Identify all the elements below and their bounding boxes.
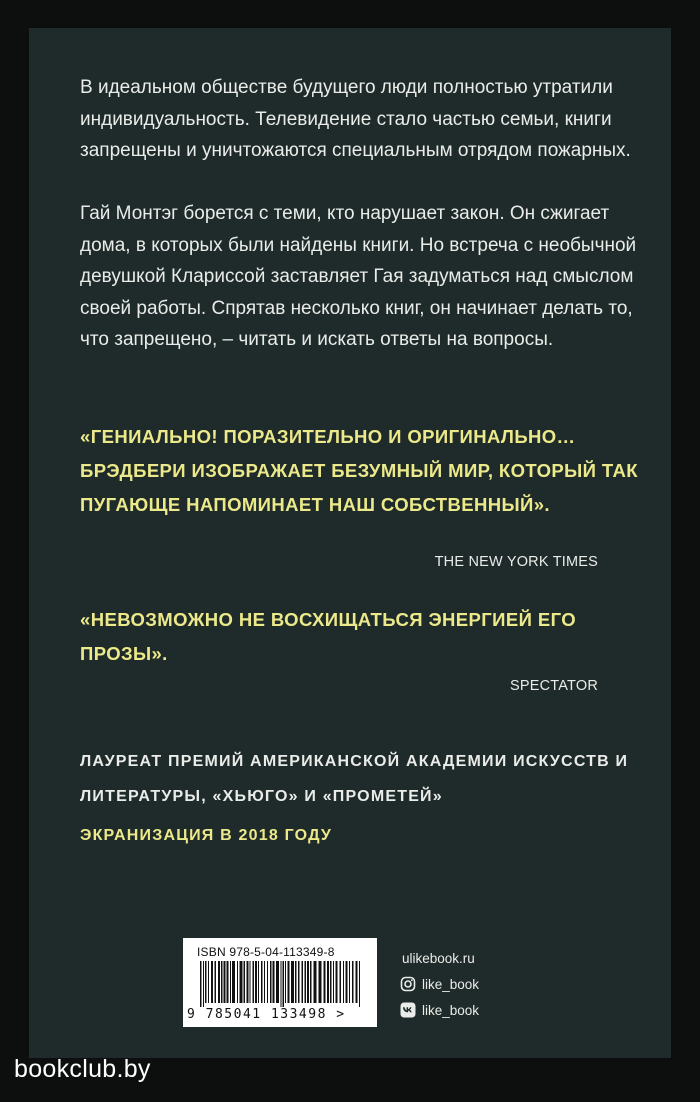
description-paragraph-1: В идеальном обществе будущего люди полностью утратили индивидуальность. Телевидение стало частью семьи, книги запрещены и уничтожаются специальным отрядом пожарных. [80, 77, 631, 161]
barcode-bar [349, 961, 350, 1003]
barcode-bar [232, 961, 235, 1003]
barcode-bar [281, 961, 282, 1007]
barcode-bar [305, 961, 307, 1003]
barcode-bar [340, 961, 342, 1003]
barcode-bar [356, 961, 358, 1003]
barcode-bar [261, 961, 263, 1003]
watermark-text: bookclub.by [14, 1055, 151, 1083]
description-paragraph-2: Гай Монтэг борется с теми, кто нарушает закон. Он сжигает дома, в которых были найдены книги. Но встреча с необычной девушкой Клариссой заставляет Гая задуматься над смыслом своей работы. Спрятав несколько книг, он начинает делать то, что запрещено, – читать и искать ответы на вопросы. [80, 203, 637, 350]
barcode-bar [346, 961, 348, 1003]
barcode-bar [327, 961, 329, 1003]
instagram-text: like_book [422, 976, 480, 992]
barcode-bar [295, 961, 297, 1003]
barcode-bar [250, 961, 251, 1003]
isbn-label: ISBN 978-5-04-113349-8 [197, 945, 335, 959]
instagram-icon [400, 976, 416, 992]
barcode-bar [319, 961, 322, 1003]
barcode-bar [285, 961, 286, 1003]
barcode-bar [215, 961, 217, 1003]
quote-source-nyt: THE NEW YORK TIMES [434, 554, 598, 570]
barcode-bar [240, 961, 243, 1003]
barcode-bar [227, 961, 229, 1003]
barcode-bar [221, 961, 223, 1003]
barcode-bar [307, 961, 309, 1003]
barcode-bar [298, 961, 300, 1003]
barcode-bar [200, 961, 202, 1007]
barcode-bar [211, 961, 213, 1003]
barcode-bar [203, 961, 204, 1007]
quote-spectator: «НЕВОЗМОЖНО НЕ ВОСХИЩАТЬСЯ ЭНЕРГИЕЙ ЕГО ПРОЗЫ». [80, 609, 577, 664]
barcode-bar [324, 961, 326, 1003]
barcode-bar [336, 961, 338, 1003]
barcode-bar [352, 961, 354, 1003]
quote-nyt: «ГЕНИАЛЬНО! ПОРАЗИТЕЛЬНО И ОРИГИНАЛЬНО… БРЭДБЕРИ ИЗОБРАЖАЕТ БЕЗУМНЫЙ МИР, КОТОРЫЙ ТАК ПУГАЮЩЕ НАПОМИНАЕТ НАШ СОБСТВЕННЫЙ». [80, 426, 638, 515]
book-back-cover [29, 28, 671, 1058]
barcode-bar [224, 961, 226, 1003]
barcode-bar [288, 961, 290, 1003]
barcode-bar [273, 961, 275, 1003]
website-link[interactable] [400, 945, 479, 971]
barcode-digits: 9 785041 133498 > [187, 1007, 346, 1022]
vk-icon [400, 1002, 416, 1018]
barcode-bar [253, 961, 255, 1003]
film-adaptation-text: ЭКРАНИЗАЦИЯ В 2018 ГОДУ [80, 827, 333, 844]
barcode-bar [333, 961, 334, 1003]
website-text: ulikebook.ru [402, 950, 475, 966]
vk-text: like_book [422, 1002, 480, 1018]
barcode-bar [314, 961, 317, 1003]
barcode-bar [218, 961, 220, 1003]
barcode-bar [258, 961, 259, 1003]
quote-source-spectator: SPECTATOR [509, 678, 598, 694]
barcode-bar [343, 961, 344, 1003]
barcode-bar [283, 961, 285, 1007]
social-links [400, 945, 479, 1023]
barcode-bar [302, 961, 304, 1003]
barcode-bar [359, 961, 360, 1007]
barcode-bar [310, 961, 312, 1003]
barcode-bar [330, 961, 332, 1003]
vk-link[interactable] [400, 997, 479, 1023]
barcode-bar [291, 961, 294, 1003]
barcode-box [183, 938, 377, 1027]
award-text: ЛАУРЕАТ ПРЕМИЙ АМЕРИКАНСКОЙ АКАДЕМИИ ИСКУССТВ И ЛИТЕРАТУРЫ, «ХЬЮГО» И «ПРОМЕТЕЙ» [80, 753, 629, 805]
barcode-bar [208, 961, 209, 1003]
instagram-link[interactable] [400, 971, 479, 997]
barcode-bar [267, 961, 268, 1003]
barcode-bar [270, 961, 272, 1003]
barcode-bar [237, 961, 238, 1003]
barcode-bar [276, 961, 279, 1003]
barcode-bars [200, 961, 362, 1007]
barcode-bar [264, 961, 265, 1003]
barcode-bar [255, 961, 257, 1003]
barcode-bar [244, 961, 246, 1003]
barcode-bar [205, 961, 207, 1003]
barcode-bar [230, 961, 231, 1003]
barcode-bar [247, 961, 249, 1003]
